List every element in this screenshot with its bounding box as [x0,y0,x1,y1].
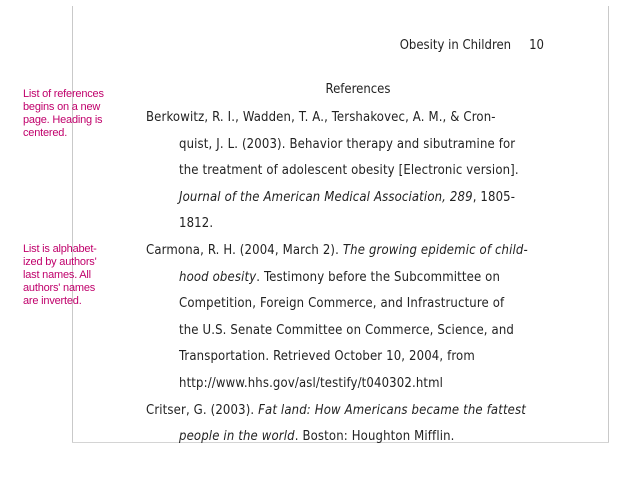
annotation-alphabet-note [23,243,109,308]
references-heading: References [325,82,391,97]
reference-italic-text: Journal of the American Medical Association, 289 [179,189,473,205]
reference-entry-line [179,429,455,444]
reference-text: . Boston: Houghton Mifflin. [294,429,455,445]
annotation-line: List is alphabet- [23,243,97,255]
reference-entry-line [179,296,504,311]
annotation-line: List of references [23,88,104,100]
reference-text: Critser, G. (2003). [146,402,259,418]
reference-italic-text: hood obesity [179,269,257,285]
reference-text: Transportation. Retrieved October 10, 2004, from [179,349,475,365]
reference-entry-line [179,163,519,178]
reference-text: , 1805- [472,189,516,205]
annotation-line: ized by authors' [23,256,97,268]
reference-text: quist, J. L. (2003). Behavior therapy and sibutramine for [179,136,516,152]
reference-entry-start [146,403,526,418]
page-number: 10 [529,38,544,53]
page-left-border [72,6,73,442]
reference-italic-text: The growing epidemic of child- [342,243,528,258]
running-head-title: Obesity in Children [399,38,512,53]
annotation-line: are inverted. [23,295,82,307]
reference-entry-line [179,190,515,205]
reference-entry-line [179,376,443,391]
reference-text: Competition, Foreign Commerce, and Infrastructure of [179,296,505,312]
reference-text: the treatment of adolescent obesity [Electronic version]. [179,163,519,179]
reference-entry-start [146,110,496,125]
reference-text: the U.S. Senate Committee on Commerce, Science, and [179,322,514,338]
reference-italic-text: people in the world [179,429,295,445]
annotation-line: page. Heading is [23,114,103,126]
annotation-line: last names. All [23,269,91,281]
reference-entry-line [179,270,500,285]
reference-entry-start [146,243,528,258]
reference-entry-line [179,137,515,152]
annotation-line: centered. [23,127,68,139]
reference-entry-line [179,323,514,338]
annotation-line: authors' names [23,282,96,294]
reference-text: http://www.hhs.gov/asl/testify/t040302.html [179,376,444,391]
reference-entry-line [179,349,475,364]
running-head [400,38,544,53]
reference-italic-text: Fat land: How Americans became the fattest [258,402,526,418]
reference-text: Berkowitz, R. I., Wadden, T. A., Tershakovec, A. M., & Cron- [146,110,496,125]
page-right-border [608,6,609,442]
reference-entry-line [179,216,213,231]
annotation-line: begins on a new [23,101,101,113]
reference-text: 1812. [179,216,214,232]
reference-text: . Testimony before the Subcommittee on [256,269,501,285]
reference-text: Carmona, R. H. (2004, March 2). [146,243,343,258]
